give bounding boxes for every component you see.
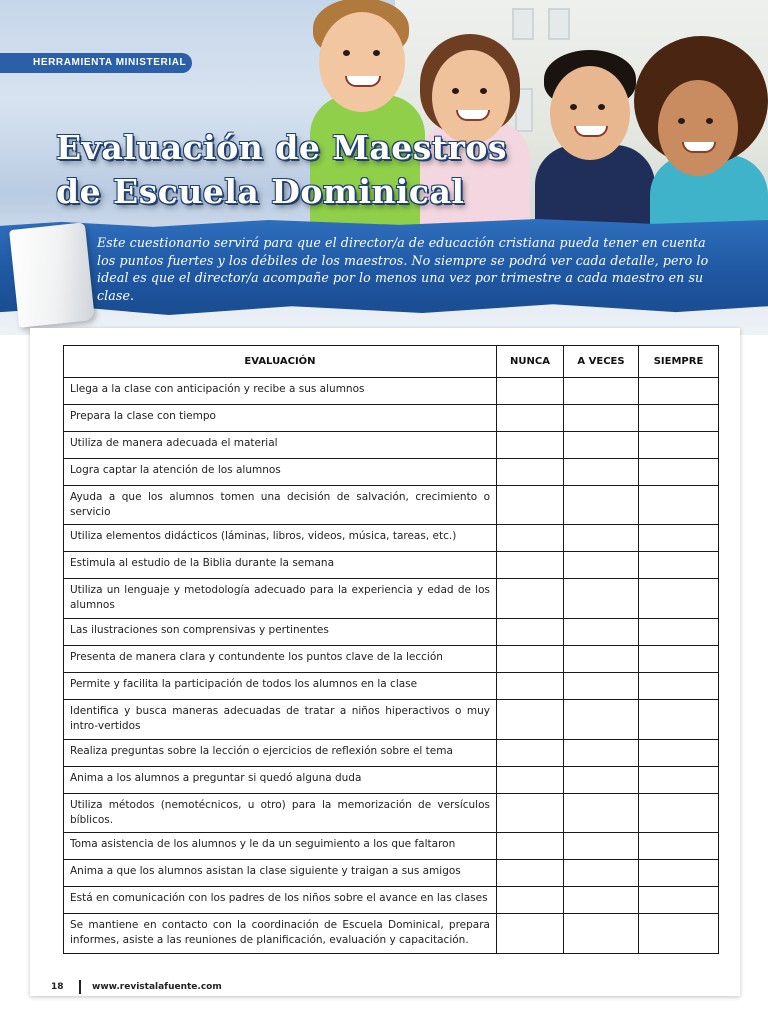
background-frame <box>548 8 570 40</box>
nunca-cell[interactable] <box>497 459 564 486</box>
criterion-text: Utiliza de manera adecuada el material <box>64 432 497 459</box>
header-banner <box>0 0 768 335</box>
criterion-text: Se mantiene en contacto con la coordinación de Escuela Dominical, prepara informes, asiste a las reuniones de planificación, evaluación y capacitación. <box>64 914 497 954</box>
nunca-cell[interactable] <box>497 378 564 405</box>
a-veces-cell[interactable] <box>564 914 639 954</box>
intro-text: Este cuestionario servirá para que el director/a de educación cristiana pueda tener en cuenta los puntos fuertes y los débiles de los maestros. No siempre se podrá ver cada detalle, pero lo ideal es que el director/a acompañe por lo menos una vez por trimestre a cada maestro en su clase. <box>97 235 709 303</box>
criterion-text: Logra captar la atención de los alumnos <box>64 459 497 486</box>
nunca-cell[interactable] <box>497 887 564 914</box>
table-header-row <box>64 346 719 378</box>
criterion-text: Anima a que los alumnos asistan la clase siguiente y traigan a sus amigos <box>64 860 497 887</box>
siempre-cell[interactable] <box>639 378 719 405</box>
nunca-cell[interactable] <box>497 646 564 673</box>
table-row <box>64 767 719 794</box>
siempre-cell[interactable] <box>639 405 719 432</box>
a-veces-cell[interactable] <box>564 767 639 794</box>
a-veces-cell[interactable] <box>564 860 639 887</box>
criterion-text: Las ilustraciones son comprensivas y pertinentes <box>64 619 497 646</box>
table-row <box>64 525 719 552</box>
title-line: Evaluación de Maestros <box>56 128 508 167</box>
a-veces-cell[interactable] <box>564 552 639 579</box>
table-row <box>64 700 719 740</box>
table-row <box>64 646 719 673</box>
nunca-cell[interactable] <box>497 579 564 619</box>
a-veces-cell[interactable] <box>564 833 639 860</box>
paper-curl-icon <box>9 222 95 327</box>
criterion-text: Llega a la clase con anticipación y recibe a sus alumnos <box>64 378 497 405</box>
criterion-text: Utiliza un lenguaje y metodología adecuado para la experiencia y edad de los alumnos <box>64 579 497 619</box>
header-siempre: SIEMPRE <box>639 346 719 378</box>
header-a-veces: A VECES <box>564 346 639 378</box>
siempre-cell[interactable] <box>639 767 719 794</box>
table-row <box>64 794 719 833</box>
table-row <box>64 673 719 700</box>
siempre-cell[interactable] <box>639 525 719 552</box>
siempre-cell[interactable] <box>639 619 719 646</box>
nunca-cell[interactable] <box>497 432 564 459</box>
siempre-cell[interactable] <box>639 740 719 767</box>
criterion-text: Anima a los alumnos a preguntar si quedó alguna duda <box>64 767 497 794</box>
criterion-text: Realiza preguntas sobre la lección o ejercicios de reflexión sobre el tema <box>64 740 497 767</box>
a-veces-cell[interactable] <box>564 459 639 486</box>
a-veces-cell[interactable] <box>564 887 639 914</box>
a-veces-cell[interactable] <box>564 619 639 646</box>
siempre-cell[interactable] <box>639 552 719 579</box>
criterion-text: Está en comunicación con los padres de los niños sobre el avance en las clases <box>64 887 497 914</box>
table-row <box>64 833 719 860</box>
criterion-text: Utiliza elementos didácticos (láminas, libros, videos, música, tareas, etc.) <box>64 525 497 552</box>
nunca-cell[interactable] <box>497 525 564 552</box>
criterion-text: Toma asistencia de los alumnos y le da un seguimiento a los que faltaron <box>64 833 497 860</box>
table-row <box>64 459 719 486</box>
nunca-cell[interactable] <box>497 405 564 432</box>
table-row <box>64 740 719 767</box>
nunca-cell[interactable] <box>497 833 564 860</box>
header-evaluacion: EVALUACIÓN <box>64 346 497 378</box>
a-veces-cell[interactable] <box>564 579 639 619</box>
section-tag: HERRAMIENTA MINISTERIAL <box>0 53 192 73</box>
a-veces-cell[interactable] <box>564 740 639 767</box>
table-row <box>64 552 719 579</box>
title-line: de Escuela Dominical <box>56 172 465 211</box>
table-row <box>64 405 719 432</box>
background-frame <box>512 8 534 40</box>
a-veces-cell[interactable] <box>564 646 639 673</box>
siempre-cell[interactable] <box>639 860 719 887</box>
siempre-cell[interactable] <box>639 833 719 860</box>
header-nunca: NUNCA <box>497 346 564 378</box>
nunca-cell[interactable] <box>497 552 564 579</box>
nunca-cell[interactable] <box>497 860 564 887</box>
siempre-cell[interactable] <box>639 432 719 459</box>
siempre-cell[interactable] <box>639 914 719 954</box>
criterion-text: Ayuda a que los alumnos tomen una decisión de salvación, crecimiento o servicio <box>64 486 497 525</box>
nunca-cell[interactable] <box>497 914 564 954</box>
page-number: 18 <box>51 982 64 992</box>
criterion-text: Utiliza métodos (nemotécnicos, u otro) para la memorización de versículos bíblicos. <box>64 794 497 833</box>
siempre-cell[interactable] <box>639 459 719 486</box>
evaluation-table <box>63 345 719 954</box>
criterion-text: Estimula al estudio de la Biblia durante la semana <box>64 552 497 579</box>
nunca-cell[interactable] <box>497 673 564 700</box>
siempre-cell[interactable] <box>639 486 719 525</box>
table-row <box>64 887 719 914</box>
criterion-text: Permite y facilita la participación de todos los alumnos en la clase <box>64 673 497 700</box>
table-row <box>64 378 719 405</box>
siempre-cell[interactable] <box>639 646 719 673</box>
table-row <box>64 619 719 646</box>
nunca-cell[interactable] <box>497 619 564 646</box>
a-veces-cell[interactable] <box>564 405 639 432</box>
nunca-cell[interactable] <box>497 486 564 525</box>
table-row <box>64 579 719 619</box>
siempre-cell[interactable] <box>639 700 719 740</box>
table-row <box>64 914 719 954</box>
a-veces-cell[interactable] <box>564 486 639 525</box>
nunca-cell[interactable] <box>497 767 564 794</box>
nunca-cell[interactable] <box>497 740 564 767</box>
siempre-cell[interactable] <box>639 579 719 619</box>
table-row <box>64 432 719 459</box>
criterion-text: Identifica y busca maneras adecuadas de tratar a niños hiperactivos o muy intro-vertidos <box>64 700 497 740</box>
table-row <box>64 860 719 887</box>
page-title <box>56 126 507 214</box>
a-veces-cell[interactable] <box>564 794 639 833</box>
website-link[interactable]: www.revistalafuente.com <box>92 982 222 992</box>
table-row <box>64 486 719 525</box>
a-veces-cell[interactable] <box>564 432 639 459</box>
nunca-cell[interactable] <box>497 794 564 833</box>
siempre-cell[interactable] <box>639 887 719 914</box>
criterion-text: Presenta de manera clara y contundente los puntos clave de la lección <box>64 646 497 673</box>
a-veces-cell[interactable] <box>564 525 639 552</box>
page-footer <box>0 980 768 998</box>
a-veces-cell[interactable] <box>564 378 639 405</box>
criterion-text: Prepara la clase con tiempo <box>64 405 497 432</box>
a-veces-cell[interactable] <box>564 700 639 740</box>
siempre-cell[interactable] <box>639 673 719 700</box>
footer-divider <box>79 980 81 994</box>
siempre-cell[interactable] <box>639 794 719 833</box>
a-veces-cell[interactable] <box>564 673 639 700</box>
nunca-cell[interactable] <box>497 700 564 740</box>
